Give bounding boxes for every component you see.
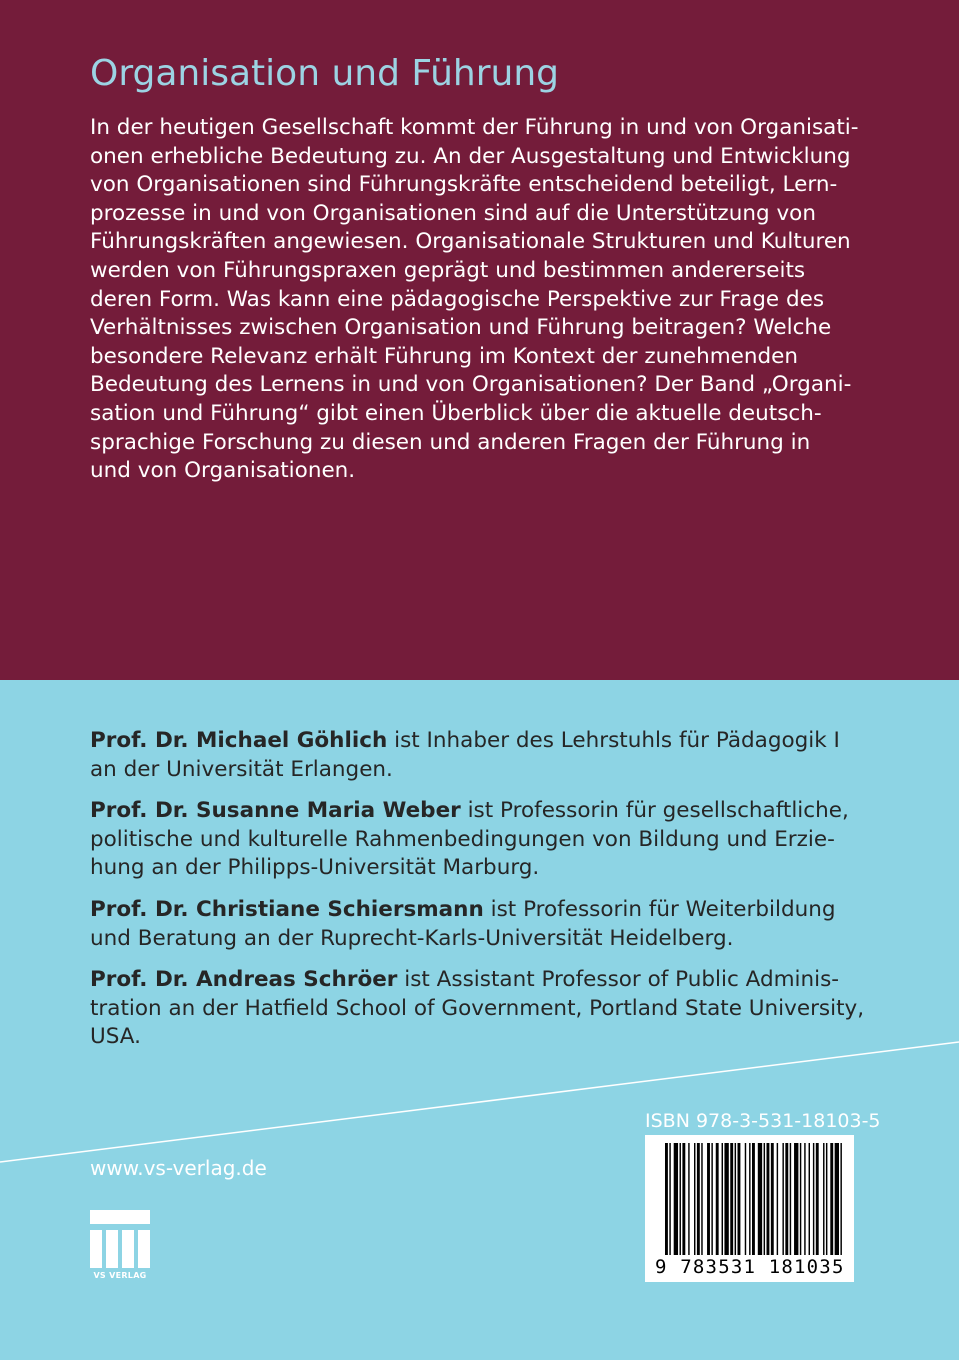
barcode-bar	[804, 1143, 805, 1255]
author-name: Prof. Dr. Christiane Schiersmann	[90, 896, 484, 922]
description-line: Verhältnisses zwischen Organisation und Führung beitragen? Welche	[90, 315, 832, 341]
author-bios	[90, 727, 890, 1065]
barcode-bar	[764, 1143, 765, 1255]
author-bio-text: ist Professorin für Weiterbildung	[483, 896, 836, 922]
barcode-bar	[830, 1143, 833, 1255]
barcode-bar	[794, 1143, 798, 1255]
barcode-bar	[785, 1143, 788, 1255]
barcode-bar	[782, 1143, 783, 1255]
barcode-bar	[730, 1143, 733, 1255]
barcode-bar	[813, 1143, 814, 1255]
author-bio-text: tration an der Hatfield School of Government, Portland State University,	[90, 995, 865, 1021]
description-line: sation und Führung“ gibt einen Überblick über die aktuelle deutsch-	[90, 400, 822, 426]
barcode-bar	[738, 1143, 741, 1255]
barcode-bar	[701, 1143, 702, 1255]
author-name: Prof. Dr. Michael Göhlich	[90, 728, 388, 753]
description-line: In der heutigen Gesellschaft kommt der Führung in und von Organisati-	[90, 115, 859, 140]
barcode-bar	[800, 1143, 801, 1255]
barcode-bar	[682, 1143, 685, 1255]
barcode-bar	[694, 1143, 695, 1255]
author-bio-schroeer	[90, 966, 890, 1052]
barcode-bar	[724, 1143, 728, 1255]
barcode-bar	[840, 1143, 841, 1255]
author-bio-text: ist Assistant Professor of Public Adminis-	[397, 967, 840, 993]
author-name: Prof. Dr. Andreas Schröer	[90, 967, 398, 993]
isbn-barcode	[645, 1135, 854, 1282]
barcode-bar	[823, 1143, 824, 1255]
logo-caption: VS VERLAG	[93, 1271, 147, 1280]
barcode-bar	[809, 1143, 810, 1255]
author-bio-schiersmann	[90, 896, 890, 953]
barcode-bar	[777, 1143, 778, 1255]
barcode-bar	[758, 1143, 762, 1255]
barcode-bar	[826, 1143, 827, 1255]
author-name: Prof. Dr. Susanne Maria Weber	[90, 798, 461, 824]
barcode-bar	[669, 1143, 670, 1255]
description-line: besondere Relevanz erhält Führung im Kontext der zunehmenden	[90, 343, 799, 369]
description-line: Führungskräften angewiesen. Organisationale Strukturen und Kulturen	[90, 229, 851, 255]
author-bio-goehlich	[90, 727, 890, 784]
author-bio-text: hung an der Philipps-Universität Marburg.	[90, 855, 540, 881]
description-text	[90, 114, 890, 486]
barcode-bar	[745, 1143, 746, 1255]
barcode-bar	[816, 1143, 819, 1255]
author-bio-text: an der Universität Erlangen.	[90, 756, 393, 782]
barcode-bar	[835, 1143, 839, 1255]
barcode-bar	[752, 1143, 755, 1255]
barcode-bar	[688, 1143, 689, 1255]
description-line: prozesse in und von Organisationen sind auf die Unterstützung von	[90, 200, 816, 226]
barcode-bar	[790, 1143, 791, 1255]
barcode-bar	[665, 1143, 668, 1255]
description-line: onen erhebliche Bedeutung zu. An der Ausgestaltung und Entwicklung	[90, 143, 851, 169]
barcode-bar	[771, 1143, 774, 1255]
author-bio-text: politische und kulturelle Rahmenbedingungen von Bildung und Erzie-	[90, 826, 835, 852]
author-bio-weber	[90, 797, 890, 883]
barcode-bar	[749, 1143, 750, 1255]
publisher-website[interactable]: www.vs-verlag.de	[90, 1156, 267, 1180]
description-line: und von Organisationen.	[90, 458, 356, 484]
barcode-bar	[707, 1143, 710, 1255]
description-line: von Organisationen sind Führungskräfte entscheidend beteiligt, Lern-	[90, 172, 838, 198]
barcode-digits: 9 783531 181035	[655, 1256, 845, 1278]
description-line: deren Form. Was kann eine pädagogische Perspektive zur Frage des	[90, 286, 825, 312]
description-line: Bedeutung des Lernens in und von Organisationen? Der Band „Organi-	[90, 372, 852, 398]
barcode-bar	[767, 1143, 770, 1255]
barcode-bar	[716, 1143, 719, 1255]
book-title: Organisation und Führung	[90, 53, 560, 94]
author-bio-text: und Beratung an der Ruprecht-Karls-Universität Heidelberg.	[90, 925, 734, 951]
barcode-bar	[697, 1143, 700, 1255]
description-line: sprachige Forschung zu diesen und anderen Fragen der Führung in	[90, 429, 811, 455]
barcode-bar	[674, 1143, 678, 1255]
author-bio-text: USA.	[90, 1024, 141, 1050]
isbn-label: ISBN 978-3-531-18103-5	[645, 1110, 881, 1132]
barcode-bar	[711, 1143, 712, 1255]
author-bio-text: ist Inhaber des Lehrstuhls für Pädagogik I	[387, 728, 840, 753]
author-bio-text: ist Professorin für gesellschaftliche,	[460, 798, 849, 824]
description-line: werden von Führungspraxen geprägt und bestimmen andererseits	[90, 257, 806, 283]
barcode-bar	[722, 1143, 723, 1255]
barcode-bar	[735, 1143, 736, 1255]
barcode-bar	[680, 1143, 681, 1255]
